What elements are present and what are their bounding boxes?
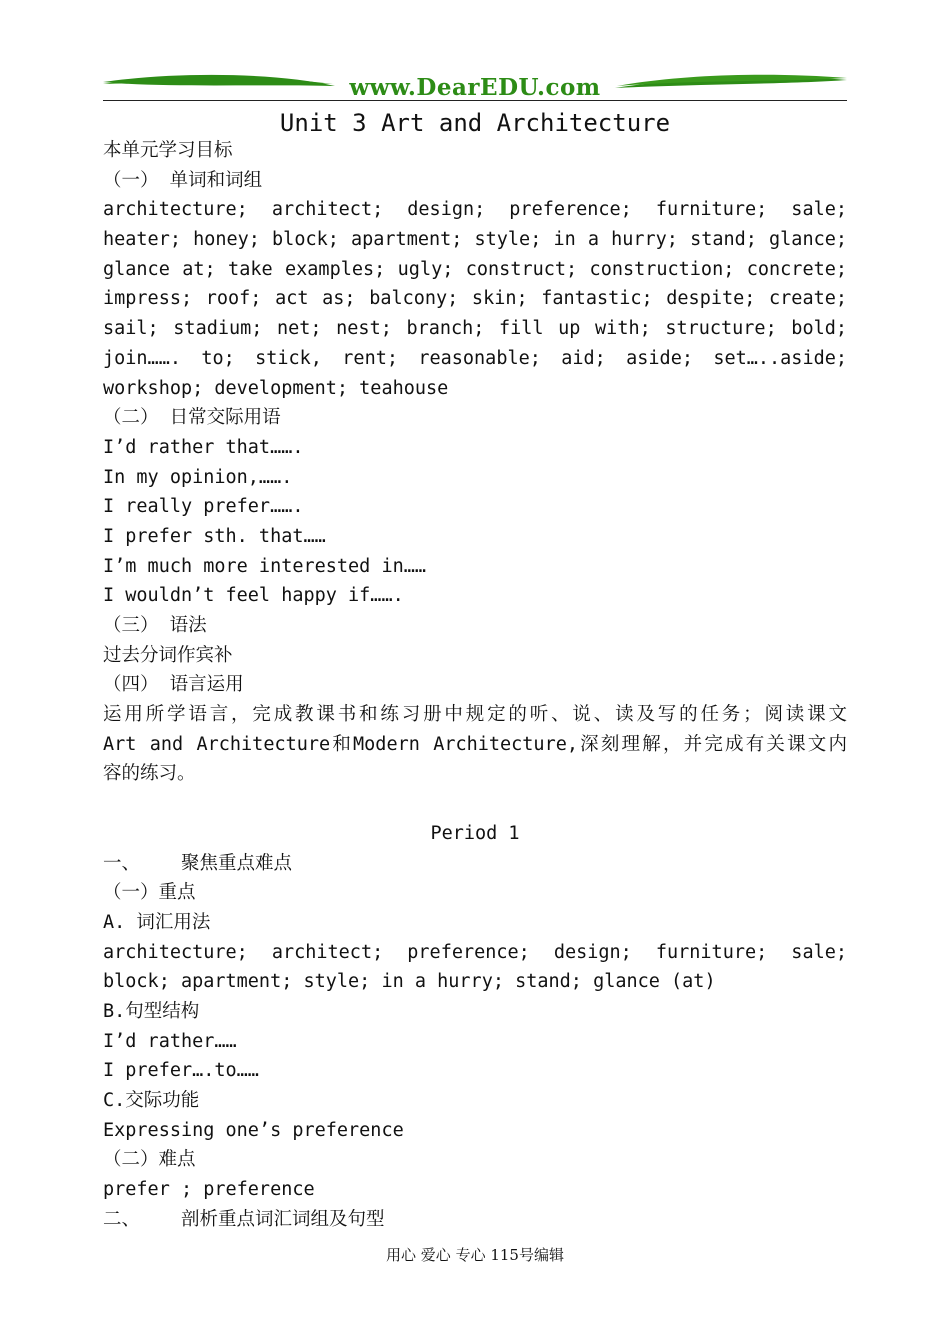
vocab-line: impress; roof; act as; balcony; skin; fantastic; despite; create;: [103, 288, 847, 310]
key-points-heading: （一）重点: [103, 882, 196, 904]
phrases-heading: （二） 日常交际用语: [103, 407, 281, 429]
usage-heading: （四） 语言运用: [103, 674, 244, 696]
section-heading-1: [103, 849, 847, 879]
difficulties-heading: （二）难点: [103, 1149, 196, 1171]
document-body: [103, 136, 847, 1234]
sentence-structure-line: I’d rather……: [103, 1030, 237, 1052]
phrase-line: I’m much more interested in……: [103, 555, 427, 577]
period-title: Period 1: [430, 822, 520, 844]
vocab-line: sail; stadium; net; nest; branch; fill up with; structure; bold;: [103, 318, 847, 340]
section-number: 二、: [103, 1208, 141, 1230]
difficulties-line: prefer ; preference: [103, 1179, 315, 1201]
page-title: Unit 3 Art and Architecture: [279, 109, 671, 137]
vocab-line: join……. to; stick, rent; reasonable; aid; aside; set…..aside;: [103, 347, 847, 369]
communicative-function-line: Expressing one’s preference: [103, 1119, 404, 1141]
header-site-url: www.DearEDU.com: [349, 74, 601, 101]
phrase-line: I really prefer…….: [103, 496, 304, 518]
vocab-usage-line: block; apartment; style; in a hurry; stand; glance (at): [103, 971, 716, 993]
vocab-line: glance at; take examples; ugly; construct; construction; concrete;: [103, 258, 847, 280]
section-title: 聚焦重点难点: [181, 852, 293, 874]
site-header-banner: [103, 70, 847, 104]
grammar-text: 过去分词作宾补: [103, 644, 233, 666]
sentence-structure-line: I prefer….to……: [103, 1060, 259, 1082]
grammar-heading: （三） 语法: [103, 615, 207, 636]
section-title: 剖析重点词汇词组及句型: [181, 1208, 385, 1230]
phrase-line: I prefer sth. that……: [103, 525, 326, 547]
vocab-line: heater; honey; block; apartment; style; in a hurry; stand; glance;: [103, 229, 847, 251]
usage-line: Art and Architecture和Modern Architecture,深刻理解，并完成有关课文内: [103, 733, 847, 755]
vocab-heading: （一） 单词和词组: [103, 169, 263, 191]
vocab-usage-line: architecture; architect; preference; design; furniture; sale;: [103, 941, 847, 963]
header-divider: [103, 100, 847, 101]
section-number: 一、: [103, 852, 141, 874]
phrase-line: I wouldn’t feel happy if…….: [103, 585, 404, 607]
section-heading-2: [103, 1205, 847, 1235]
vocab-usage-heading: A. 词汇用法: [103, 911, 211, 933]
blank-line: [103, 789, 847, 819]
vocab-line: workshop; development; teahouse: [103, 377, 449, 399]
page-footer: 用心 爱心 专心 115号编辑: [386, 1246, 564, 1264]
communicative-function-heading: C.交际功能: [103, 1090, 200, 1111]
vocab-line: architecture; architect; design; preference; furniture; sale;: [103, 199, 847, 221]
usage-line: 容的练习。: [103, 763, 196, 785]
phrase-line: In my opinion,…….: [103, 466, 293, 488]
phrase-line: I’d rather that…….: [103, 436, 304, 458]
unit-goals-heading: 本单元学习目标: [103, 140, 233, 161]
sentence-structure-heading: B.句型结构: [103, 1000, 200, 1022]
usage-line: 运用所学语言，完成教课书和练习册中规定的听、说、读及写的任务；阅读课文: [103, 704, 847, 726]
